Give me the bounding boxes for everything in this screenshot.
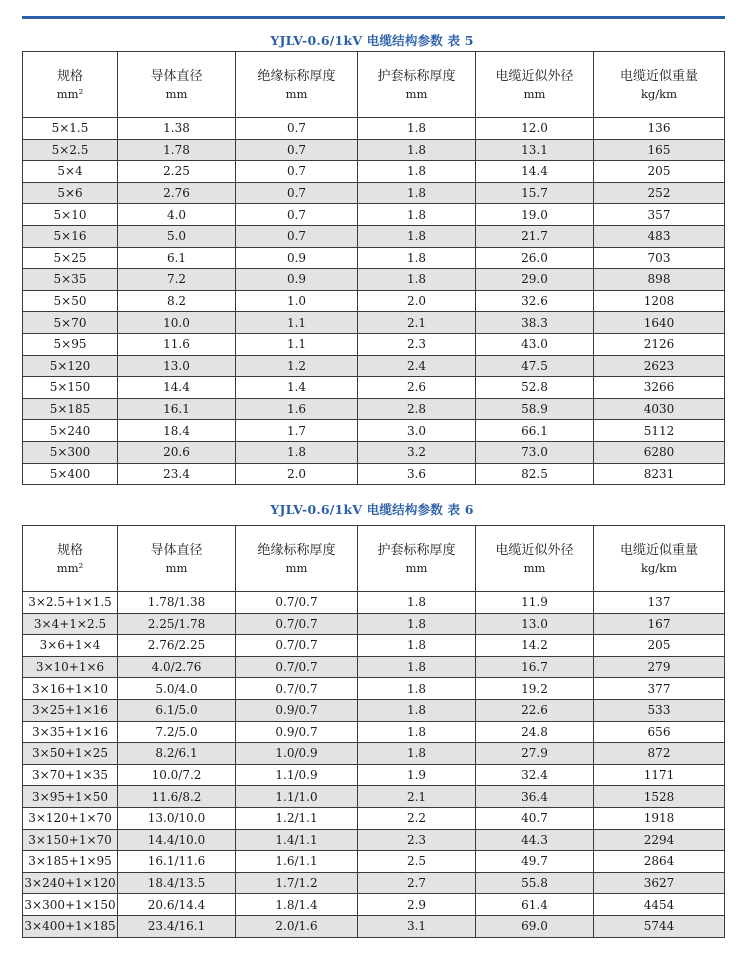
cell-spec: 5×10	[23, 204, 118, 226]
cell-spec: 3×400+1×185	[23, 915, 118, 937]
cell-weight: 137	[594, 592, 725, 614]
cell-insulation-thickness: 0.7/0.7	[236, 613, 358, 635]
header-weight	[594, 52, 725, 118]
table6-header-row	[23, 526, 725, 592]
cell-outer-diameter: 43.0	[476, 333, 594, 355]
cell-weight: 5744	[594, 915, 725, 937]
header-label: 电缆近似重量	[619, 68, 698, 84]
table5-caption: YJLV-0.6/1kV 电缆结构参数 表 5	[270, 33, 474, 48]
cell-insulation-thickness: 0.7	[236, 118, 358, 140]
table6	[22, 525, 725, 938]
table-row	[23, 721, 725, 743]
header-label: 绝缘标称厚度	[257, 542, 336, 558]
cell-outer-diameter: 52.8	[476, 377, 594, 399]
header-sheath-thickness	[358, 52, 476, 118]
cell-weight: 898	[594, 269, 725, 291]
cell-spec: 5×300	[23, 441, 118, 463]
cell-weight: 703	[594, 247, 725, 269]
table-row	[23, 894, 725, 916]
cell-sheath-thickness: 2.3	[358, 829, 476, 851]
cell-insulation-thickness: 1.0/0.9	[236, 743, 358, 765]
cell-conductor-diameter: 13.0/10.0	[118, 807, 236, 829]
cell-outer-diameter: 44.3	[476, 829, 594, 851]
header-label: 护套标称厚度	[377, 68, 456, 84]
cell-sheath-thickness: 1.8	[358, 204, 476, 226]
cell-conductor-diameter: 8.2	[118, 290, 236, 312]
table-row	[23, 161, 725, 183]
cell-spec: 3×240+1×120	[23, 872, 118, 894]
cell-weight: 2864	[594, 851, 725, 873]
cell-spec: 3×95+1×50	[23, 786, 118, 808]
cell-insulation-thickness: 1.8	[236, 441, 358, 463]
cell-sheath-thickness: 1.8	[358, 225, 476, 247]
cell-spec: 5×35	[23, 269, 118, 291]
cell-weight: 1171	[594, 764, 725, 786]
cell-outer-diameter: 32.4	[476, 764, 594, 786]
cell-sheath-thickness: 2.1	[358, 786, 476, 808]
cell-spec: 5×2.5	[23, 139, 118, 161]
cell-outer-diameter: 29.0	[476, 269, 594, 291]
cell-spec: 3×16+1×10	[23, 678, 118, 700]
cell-sheath-thickness: 1.8	[358, 592, 476, 614]
cell-sheath-thickness: 1.8	[358, 118, 476, 140]
cell-weight: 6280	[594, 441, 725, 463]
table-row	[23, 377, 725, 399]
cell-sheath-thickness: 1.9	[358, 764, 476, 786]
cell-weight: 8231	[594, 463, 725, 485]
cell-weight: 3266	[594, 377, 725, 399]
cell-conductor-diameter: 11.6	[118, 333, 236, 355]
cell-weight: 205	[594, 161, 725, 183]
cell-sheath-thickness: 3.1	[358, 915, 476, 937]
cell-weight: 165	[594, 139, 725, 161]
cell-conductor-diameter: 1.78	[118, 139, 236, 161]
table-row	[23, 420, 725, 442]
table-row	[23, 118, 725, 140]
cell-conductor-diameter: 5.0	[118, 225, 236, 247]
cell-outer-diameter: 22.6	[476, 699, 594, 721]
cell-spec: 3×35+1×16	[23, 721, 118, 743]
header-label: 电缆近似外径	[495, 542, 574, 558]
cell-spec: 3×25+1×16	[23, 699, 118, 721]
cell-insulation-thickness: 0.7/0.7	[236, 678, 358, 700]
cell-outer-diameter: 47.5	[476, 355, 594, 377]
cell-outer-diameter: 61.4	[476, 894, 594, 916]
cell-conductor-diameter: 6.1/5.0	[118, 699, 236, 721]
top-divider	[22, 16, 725, 19]
cell-weight: 377	[594, 678, 725, 700]
cell-outer-diameter: 69.0	[476, 915, 594, 937]
header-unit: mm²	[56, 86, 84, 101]
cell-spec: 5×25	[23, 247, 118, 269]
cell-weight: 872	[594, 743, 725, 765]
table-row	[23, 398, 725, 420]
cell-conductor-diameter: 7.2/5.0	[118, 721, 236, 743]
cell-weight: 279	[594, 656, 725, 678]
cell-sheath-thickness: 1.8	[358, 721, 476, 743]
header-spec	[23, 526, 118, 592]
cell-outer-diameter: 12.0	[476, 118, 594, 140]
cell-weight: 252	[594, 182, 725, 204]
cell-insulation-thickness: 1.7/1.2	[236, 872, 358, 894]
cell-insulation-thickness: 0.7	[236, 204, 358, 226]
cell-weight: 533	[594, 699, 725, 721]
header-unit: mm	[405, 86, 428, 101]
header-sheath-thickness	[358, 526, 476, 592]
cell-outer-diameter: 19.0	[476, 204, 594, 226]
cell-insulation-thickness: 1.1	[236, 333, 358, 355]
cell-insulation-thickness: 2.0/1.6	[236, 915, 358, 937]
cell-sheath-thickness: 3.0	[358, 420, 476, 442]
table-row	[23, 269, 725, 291]
table-row	[23, 312, 725, 334]
header-unit: kg/km	[640, 86, 678, 101]
header-spec	[23, 52, 118, 118]
cell-spec: 3×150+1×70	[23, 829, 118, 851]
table-row	[23, 355, 725, 377]
cell-insulation-thickness: 0.9/0.7	[236, 699, 358, 721]
cell-weight: 3627	[594, 872, 725, 894]
cell-outer-diameter: 15.7	[476, 182, 594, 204]
table-row	[23, 613, 725, 635]
cell-spec: 3×300+1×150	[23, 894, 118, 916]
cell-weight: 2126	[594, 333, 725, 355]
table-row	[23, 678, 725, 700]
cell-sheath-thickness: 2.5	[358, 851, 476, 873]
cell-insulation-thickness: 1.4/1.1	[236, 829, 358, 851]
cell-spec: 5×50	[23, 290, 118, 312]
cell-sheath-thickness: 1.8	[358, 161, 476, 183]
cell-insulation-thickness: 1.1/1.0	[236, 786, 358, 808]
cell-outer-diameter: 49.7	[476, 851, 594, 873]
cell-sheath-thickness: 2.7	[358, 872, 476, 894]
cell-sheath-thickness: 1.8	[358, 269, 476, 291]
cell-conductor-diameter: 1.78/1.38	[118, 592, 236, 614]
cell-insulation-thickness: 1.1/0.9	[236, 764, 358, 786]
table-row	[23, 699, 725, 721]
cell-weight: 167	[594, 613, 725, 635]
header-unit: mm	[523, 86, 546, 101]
header-label: 电缆近似外径	[495, 68, 574, 84]
header-unit: mm	[405, 560, 428, 575]
cell-conductor-diameter: 2.25	[118, 161, 236, 183]
cell-sheath-thickness: 1.8	[358, 613, 476, 635]
header-label: 电缆近似重量	[619, 542, 698, 558]
cell-outer-diameter: 11.9	[476, 592, 594, 614]
cell-sheath-thickness: 2.1	[358, 312, 476, 334]
header-outer-diameter	[476, 52, 594, 118]
table-row	[23, 592, 725, 614]
cell-outer-diameter: 36.4	[476, 786, 594, 808]
cell-sheath-thickness: 2.6	[358, 377, 476, 399]
cell-weight: 1528	[594, 786, 725, 808]
cell-conductor-diameter: 1.38	[118, 118, 236, 140]
cell-insulation-thickness: 1.6/1.1	[236, 851, 358, 873]
cell-insulation-thickness: 0.7	[236, 225, 358, 247]
header-label: 规格	[56, 68, 83, 84]
cell-outer-diameter: 13.1	[476, 139, 594, 161]
cell-spec: 5×120	[23, 355, 118, 377]
cell-insulation-thickness: 1.1	[236, 312, 358, 334]
cell-insulation-thickness: 0.9/0.7	[236, 721, 358, 743]
cell-spec: 5×400	[23, 463, 118, 485]
header-unit: kg/km	[640, 560, 678, 575]
cell-insulation-thickness: 1.4	[236, 377, 358, 399]
header-insulation-thickness	[236, 526, 358, 592]
table-row	[23, 915, 725, 937]
cell-conductor-diameter: 2.25/1.78	[118, 613, 236, 635]
header-label: 绝缘标称厚度	[257, 68, 336, 84]
cell-outer-diameter: 73.0	[476, 441, 594, 463]
cell-insulation-thickness: 1.6	[236, 398, 358, 420]
cell-spec: 3×70+1×35	[23, 764, 118, 786]
header-label: 护套标称厚度	[377, 542, 456, 558]
cell-insulation-thickness: 0.9	[236, 269, 358, 291]
cell-spec: 3×50+1×25	[23, 743, 118, 765]
cell-spec: 3×6+1×4	[23, 635, 118, 657]
table5	[22, 51, 725, 485]
table-row	[23, 764, 725, 786]
table-row	[23, 786, 725, 808]
cell-weight: 205	[594, 635, 725, 657]
cell-insulation-thickness: 0.7	[236, 139, 358, 161]
cell-outer-diameter: 27.9	[476, 743, 594, 765]
table5-body	[23, 118, 725, 485]
table6-body	[23, 592, 725, 938]
cell-outer-diameter: 21.7	[476, 225, 594, 247]
table6-caption: YJLV-0.6/1kV 电缆结构参数 表 6	[270, 502, 474, 517]
cell-insulation-thickness: 0.7	[236, 161, 358, 183]
cell-insulation-thickness: 0.7/0.7	[236, 656, 358, 678]
table-row	[23, 441, 725, 463]
table-row	[23, 247, 725, 269]
cell-conductor-diameter: 16.1	[118, 398, 236, 420]
cell-sheath-thickness: 2.9	[358, 894, 476, 916]
cell-conductor-diameter: 14.4/10.0	[118, 829, 236, 851]
cell-conductor-diameter: 4.0/2.76	[118, 656, 236, 678]
cell-weight: 1640	[594, 312, 725, 334]
header-unit: mm	[523, 560, 546, 575]
cell-outer-diameter: 14.2	[476, 635, 594, 657]
table-row	[23, 225, 725, 247]
cell-insulation-thickness: 0.7	[236, 182, 358, 204]
cell-outer-diameter: 55.8	[476, 872, 594, 894]
cell-weight: 5112	[594, 420, 725, 442]
cell-conductor-diameter: 20.6/14.4	[118, 894, 236, 916]
cell-sheath-thickness: 1.8	[358, 743, 476, 765]
header-conductor-diameter	[118, 526, 236, 592]
cell-spec: 3×185+1×95	[23, 851, 118, 873]
cell-sheath-thickness: 2.2	[358, 807, 476, 829]
cell-conductor-diameter: 23.4/16.1	[118, 915, 236, 937]
cell-weight: 2294	[594, 829, 725, 851]
cell-conductor-diameter: 13.0	[118, 355, 236, 377]
cell-spec: 5×16	[23, 225, 118, 247]
header-label: 规格	[56, 542, 83, 558]
cell-spec: 5×240	[23, 420, 118, 442]
cell-conductor-diameter: 23.4	[118, 463, 236, 485]
cell-spec: 3×4+1×2.5	[23, 613, 118, 635]
header-conductor-diameter	[118, 52, 236, 118]
cell-conductor-diameter: 14.4	[118, 377, 236, 399]
cell-spec: 5×4	[23, 161, 118, 183]
cell-sheath-thickness: 1.8	[358, 635, 476, 657]
cell-conductor-diameter: 6.1	[118, 247, 236, 269]
table5-header-row	[23, 52, 725, 118]
cell-spec: 5×1.5	[23, 118, 118, 140]
table-row	[23, 333, 725, 355]
header-unit: mm	[285, 560, 308, 575]
cell-conductor-diameter: 10.0/7.2	[118, 764, 236, 786]
header-unit: mm	[165, 560, 188, 575]
table-row	[23, 829, 725, 851]
table-row	[23, 290, 725, 312]
cell-insulation-thickness: 1.2	[236, 355, 358, 377]
cell-weight: 1918	[594, 807, 725, 829]
cell-insulation-thickness: 1.2/1.1	[236, 807, 358, 829]
table-row	[23, 463, 725, 485]
cell-conductor-diameter: 2.76/2.25	[118, 635, 236, 657]
cell-outer-diameter: 19.2	[476, 678, 594, 700]
cell-insulation-thickness: 0.9	[236, 247, 358, 269]
cell-spec: 3×120+1×70	[23, 807, 118, 829]
cell-outer-diameter: 66.1	[476, 420, 594, 442]
cell-conductor-diameter: 5.0/4.0	[118, 678, 236, 700]
cell-outer-diameter: 13.0	[476, 613, 594, 635]
cell-conductor-diameter: 18.4	[118, 420, 236, 442]
cell-conductor-diameter: 18.4/13.5	[118, 872, 236, 894]
cell-sheath-thickness: 1.8	[358, 699, 476, 721]
cell-sheath-thickness: 1.8	[358, 182, 476, 204]
cell-spec: 5×6	[23, 182, 118, 204]
cell-outer-diameter: 14.4	[476, 161, 594, 183]
cell-weight: 357	[594, 204, 725, 226]
header-label: 导体直径	[150, 68, 203, 84]
table-row	[23, 182, 725, 204]
cell-outer-diameter: 82.5	[476, 463, 594, 485]
table-row	[23, 872, 725, 894]
cell-outer-diameter: 58.9	[476, 398, 594, 420]
cell-sheath-thickness: 1.8	[358, 139, 476, 161]
cell-sheath-thickness: 2.4	[358, 355, 476, 377]
cell-weight: 136	[594, 118, 725, 140]
cell-insulation-thickness: 1.0	[236, 290, 358, 312]
cell-weight: 483	[594, 225, 725, 247]
cell-weight: 1208	[594, 290, 725, 312]
cell-conductor-diameter: 20.6	[118, 441, 236, 463]
cell-weight: 656	[594, 721, 725, 743]
cell-weight: 2623	[594, 355, 725, 377]
table-row	[23, 851, 725, 873]
table-row	[23, 635, 725, 657]
table-row	[23, 204, 725, 226]
header-outer-diameter	[476, 526, 594, 592]
header-insulation-thickness	[236, 52, 358, 118]
cell-outer-diameter: 24.8	[476, 721, 594, 743]
cell-conductor-diameter: 7.2	[118, 269, 236, 291]
header-unit: mm²	[56, 560, 84, 575]
cell-outer-diameter: 38.3	[476, 312, 594, 334]
cell-spec: 3×2.5+1×1.5	[23, 592, 118, 614]
cell-weight: 4030	[594, 398, 725, 420]
cell-insulation-thickness: 0.7/0.7	[236, 592, 358, 614]
header-unit: mm	[165, 86, 188, 101]
table-row	[23, 743, 725, 765]
header-label: 导体直径	[150, 542, 203, 558]
header-unit: mm	[285, 86, 308, 101]
cell-spec: 5×70	[23, 312, 118, 334]
cell-conductor-diameter: 2.76	[118, 182, 236, 204]
cell-outer-diameter: 32.6	[476, 290, 594, 312]
cell-sheath-thickness: 2.8	[358, 398, 476, 420]
cell-spec: 5×150	[23, 377, 118, 399]
cell-sheath-thickness: 3.2	[358, 441, 476, 463]
cell-spec: 3×10+1×6	[23, 656, 118, 678]
cell-outer-diameter: 40.7	[476, 807, 594, 829]
cell-sheath-thickness: 1.8	[358, 656, 476, 678]
table-row	[23, 807, 725, 829]
cell-outer-diameter: 26.0	[476, 247, 594, 269]
cell-conductor-diameter: 8.2/6.1	[118, 743, 236, 765]
cell-spec: 5×95	[23, 333, 118, 355]
cell-insulation-thickness: 1.8/1.4	[236, 894, 358, 916]
cell-spec: 5×185	[23, 398, 118, 420]
cell-sheath-thickness: 2.3	[358, 333, 476, 355]
cell-sheath-thickness: 3.6	[358, 463, 476, 485]
cell-sheath-thickness: 2.0	[358, 290, 476, 312]
table-row	[23, 139, 725, 161]
cell-sheath-thickness: 1.8	[358, 678, 476, 700]
cell-sheath-thickness: 1.8	[358, 247, 476, 269]
cell-conductor-diameter: 16.1/11.6	[118, 851, 236, 873]
cell-conductor-diameter: 11.6/8.2	[118, 786, 236, 808]
cell-conductor-diameter: 10.0	[118, 312, 236, 334]
table-row	[23, 656, 725, 678]
cell-insulation-thickness: 1.7	[236, 420, 358, 442]
cell-conductor-diameter: 4.0	[118, 204, 236, 226]
cell-weight: 4454	[594, 894, 725, 916]
cell-insulation-thickness: 0.7/0.7	[236, 635, 358, 657]
cell-insulation-thickness: 2.0	[236, 463, 358, 485]
header-weight	[594, 526, 725, 592]
cell-outer-diameter: 16.7	[476, 656, 594, 678]
